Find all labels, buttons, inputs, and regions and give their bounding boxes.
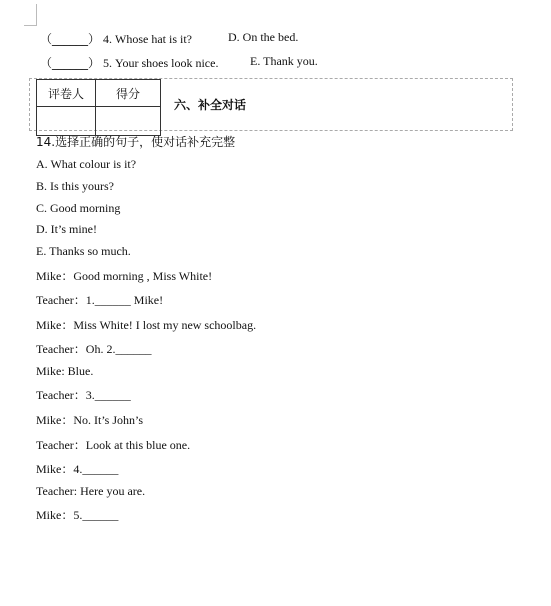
option-item: E. Thanks so much.: [36, 244, 131, 258]
dialogue-line: Mike：No. It’s John’s: [36, 413, 144, 427]
score-cell: [96, 107, 161, 136]
score-box: [29, 78, 513, 131]
option-item: C. Good morning: [36, 201, 121, 215]
dialogue-line: Teacher: Here you are.: [36, 484, 146, 498]
page-corner-mark: [24, 25, 36, 26]
option-item: D. It’s mine!: [36, 222, 97, 236]
section-title: 六、补全对话: [174, 98, 247, 112]
matching-question: 4. Whose hat is it?: [103, 32, 192, 46]
option-item: A. What colour is it?: [36, 157, 137, 171]
reviewer-header: 评卷人: [37, 80, 96, 107]
matching-row: [40, 30, 192, 47]
score-table: [36, 79, 161, 136]
answer-blank: （______）: [40, 32, 101, 46]
matching-question: 5. Your shoes look nice.: [103, 56, 219, 70]
score-header: 得分: [96, 80, 161, 107]
dialogue-line: Mike：5.______: [36, 508, 119, 522]
dialogue-line: Mike：4.______: [36, 462, 119, 476]
question-prompt: 14.选择正确的句子，使对话补充完整: [36, 135, 236, 149]
answer-blank: （______）: [40, 56, 101, 70]
dialogue-line: Teacher：3.______: [36, 388, 131, 402]
matching-option: D. On the bed.: [228, 30, 299, 44]
page-corner-mark: [36, 4, 37, 26]
reviewer-cell: [37, 107, 96, 136]
option-item: B. Is this yours?: [36, 179, 114, 193]
dialogue-line: Teacher：Look at this blue one.: [36, 438, 191, 452]
matching-row: [40, 54, 218, 71]
dialogue-line: Teacher：1.______ Mike!: [36, 293, 164, 307]
dialogue-line: Mike：Good morning , Miss White!: [36, 269, 213, 283]
dialogue-line: Mike: Blue.: [36, 364, 94, 378]
matching-option: E. Thank you.: [250, 54, 318, 68]
dialogue-line: Mike：Miss White! I lost my new schoolbag.: [36, 318, 257, 332]
dialogue-line: Teacher：Oh. 2.______: [36, 342, 152, 356]
